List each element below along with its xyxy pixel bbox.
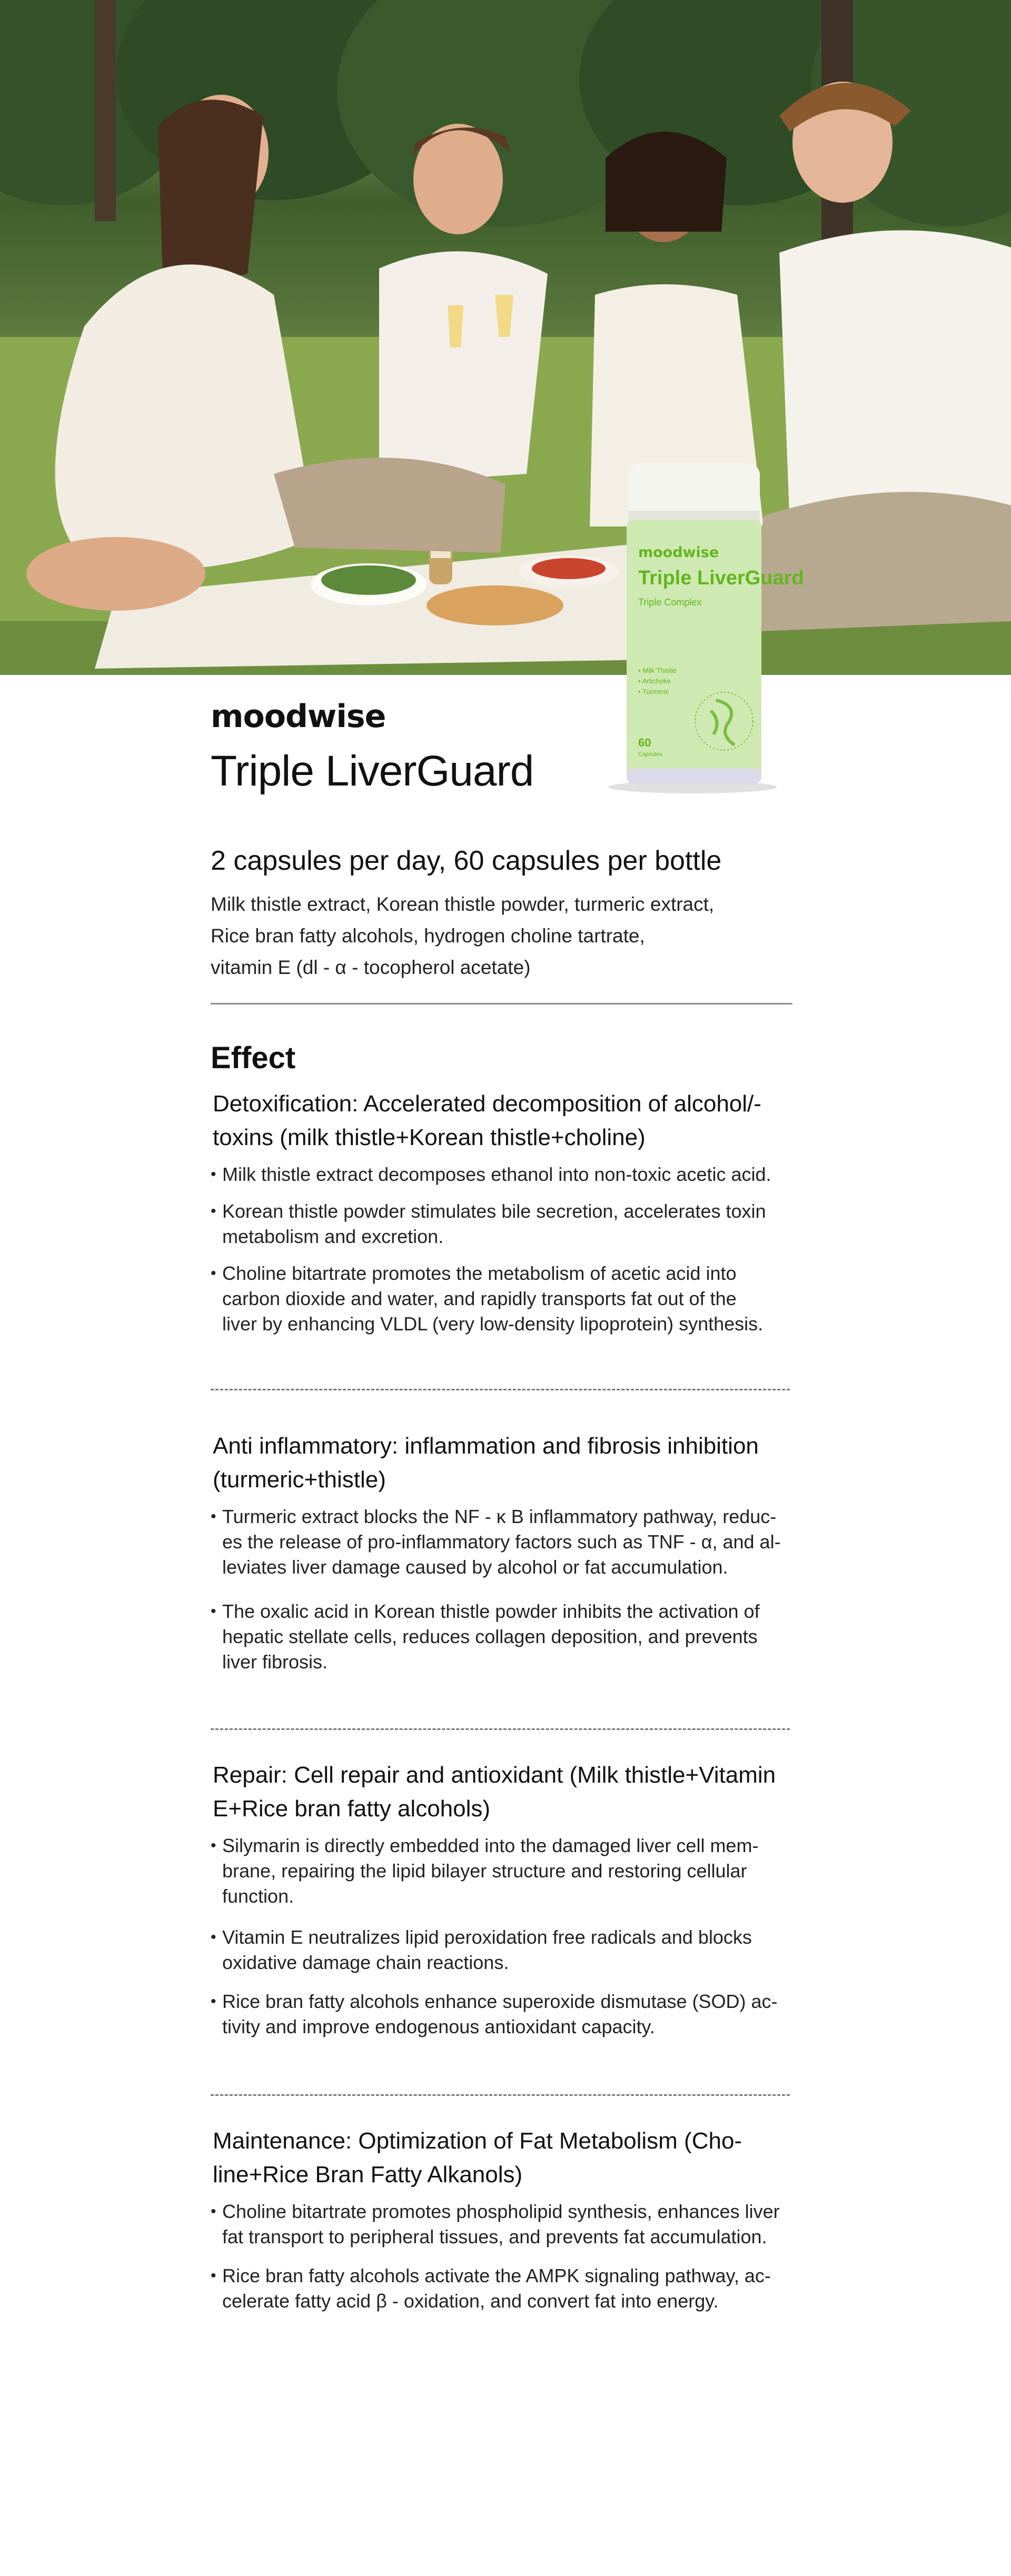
ingredients-line: vitamin E (dl - α - tocopherol acetate) (211, 957, 531, 978)
section-title: Detoxification: Accelerated decomposition of alcohol/- toxins (milk thistle+Korean thistle+choline) (213, 1091, 761, 1150)
divider-solid (211, 1003, 792, 1004)
effect-section-repair (211, 1758, 798, 2040)
bullet-item: • The oxalic acid in Korean thistle powder inhibits the activation of hepatic stellate cells, reduces collagen deposition, and prevents liver fibrosis. (211, 1599, 798, 1675)
picnic-scene-illustration (0, 0, 1011, 675)
bullet-list (211, 1162, 798, 1337)
bullet-item: • Choline bitartrate promotes phospholipid synthesis, enhances liver fat transport to peripheral tissues, and prevents fat accumulation. (211, 2199, 798, 2250)
bottle-ing-1: • Milk Thistle (638, 667, 677, 674)
bottle-brand: moodwise (638, 544, 719, 561)
bottle-ing-3: • Turmeric (638, 688, 669, 695)
effect-section-anti-inflammatory (211, 1429, 798, 1675)
section-title: Repair: Cell repair and antioxidant (Milk thistle+Vitamin E+Rice bran fatty alcohols) (213, 1762, 776, 1822)
bottle-count: 60 (638, 736, 651, 749)
bullet-item: • Turmeric extract blocks the NF - κ B inflammatory pathway, reduc- es the release of pro-inflammatory factors such as TNF - α, and al- leviates liver damage caused by alcohol or fat accumulation. (211, 1504, 798, 1580)
section-title: Maintenance: Optimization of Fat Metabolism (Cho- line+Rice Bran Fatty Alkanols) (213, 2128, 742, 2187)
bullet-list (211, 1504, 798, 1675)
bullet-item: • Rice bran fatty alcohols enhance superoxide dismutase (SOD) ac- tivity and improve endogenous antioxidant capacity. (211, 1989, 798, 2040)
hero-photo (0, 0, 1011, 675)
effect-section-detox (211, 1087, 798, 1337)
bottle-name: Triple LiverGuard (638, 567, 804, 589)
bullet-item: • Milk thistle extract decomposes ethanol into non-toxic acetic acid. (211, 1162, 798, 1187)
bullet-item: • Vitamin E neutralizes lipid peroxidation free radicals and blocks oxidative damage chain reactions. (211, 1925, 798, 1975)
divider-dashed (211, 2094, 790, 2096)
bullet-item: • Korean thistle powder stimulates bile secretion, accelerates toxin metabolism and excretion. (211, 1199, 798, 1249)
effect-section-maintenance (211, 2124, 798, 2314)
ingredients-line: Rice bran fatty alcohols, hydrogen choline tartrate, (211, 925, 645, 947)
dosage-text: 2 capsules per day, 60 capsules per bottle (211, 846, 722, 876)
product-bottle (606, 458, 804, 795)
bullet-item: • Choline bitartrate promotes the metabolism of acetic acid into carbon dioxide and water, and rapidly transports fat out of the liver by enhancing VLDL (very low-density lipoprotein) synthesis. (211, 1261, 798, 1337)
brand-logo (211, 698, 421, 735)
ingredients-line: Milk thistle extract, Korean thistle powder, turmeric extract, (211, 893, 715, 915)
divider-dashed (211, 1728, 790, 1730)
divider-dashed (211, 1389, 790, 1390)
effect-heading: Effect (211, 1041, 296, 1075)
bottle-count-unit: Capsules (638, 751, 662, 758)
bullet-item: • Silymarin is directly embedded into the damaged liver cell mem- brane, repairing the lipid bilayer structure and restoring cellular function. (211, 1833, 798, 1909)
bottle-ing-2: • Artichoke (638, 677, 671, 685)
bullet-list (211, 2199, 798, 2314)
brand-logo-text: moodwise (211, 698, 386, 735)
bottle-subtitle: Triple Complex (638, 597, 702, 608)
section-title: Anti inflammatory: inflammation and fibrosis inhibition (turmeric+thistle) (213, 1433, 759, 1493)
product-title: Triple LiverGuard (211, 747, 534, 795)
bullet-list (211, 1833, 798, 2040)
ingredients-list (211, 889, 806, 983)
bullet-item: • Rice bran fatty alcohols activate the AMPK signaling pathway, ac- celerate fatty acid β - oxidation, and convert fat into energy. (211, 2263, 798, 2314)
